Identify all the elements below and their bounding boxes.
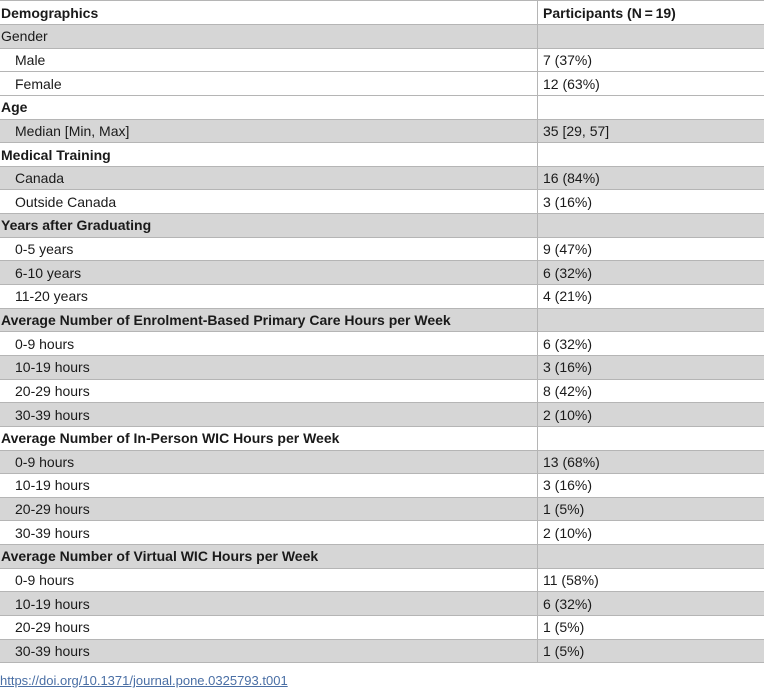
row-value: 3 (16%) [543, 359, 593, 376]
row-value: 12 (63%) [543, 75, 600, 92]
row-label: 6-10 years [0, 261, 538, 284]
section-row [0, 214, 764, 238]
row-label: 30-39 hours [0, 521, 538, 544]
row-label: 0-9 hours [0, 451, 538, 474]
table-row [0, 332, 764, 356]
section-row [0, 545, 764, 569]
row-label: 0-5 years [0, 238, 538, 261]
row-label: 0-9 hours [0, 332, 538, 355]
table-row [0, 356, 764, 380]
section-label: Average Number of In-Person WIC Hours per Week [0, 427, 538, 450]
row-value: 7 (37%) [543, 51, 593, 68]
row-label: 20-29 hours [0, 380, 538, 403]
table-row [0, 569, 764, 593]
row-label: Canada [0, 167, 538, 190]
row-label: 0-9 hours [0, 569, 538, 592]
row-label: Median [Min, Max] [0, 120, 538, 143]
section-label: Average Number of Enrolment-Based Primary Care Hours per Week [0, 309, 538, 332]
row-value: 8 (42%) [543, 382, 593, 399]
table-row [0, 640, 764, 664]
table-row [0, 238, 764, 262]
table-row [0, 380, 764, 404]
table-row [0, 498, 764, 522]
row-value [538, 96, 764, 119]
section-row [0, 143, 764, 167]
row-value: 1 (5%) [543, 619, 585, 636]
table-row [0, 403, 764, 427]
row-value [538, 143, 764, 166]
row-value: 1 (5%) [543, 642, 585, 659]
table-row [0, 49, 764, 73]
table-row [0, 167, 764, 191]
row-value: 2 (10%) [543, 524, 593, 541]
section-row [0, 96, 764, 120]
row-label: 10-19 hours [0, 356, 538, 379]
section-label: Age [0, 96, 538, 119]
row-label: 20-29 hours [0, 616, 538, 639]
row-label: 30-39 hours [0, 403, 538, 426]
row-label: 30-39 hours [0, 640, 538, 663]
row-label: 10-19 hours [0, 592, 538, 615]
row-value [538, 427, 764, 450]
table-row [0, 120, 764, 144]
row-value [538, 309, 764, 332]
table-row [0, 285, 764, 309]
row-value [538, 214, 764, 237]
row-value: 35 [29, 57] [543, 122, 610, 139]
table-row [0, 521, 764, 545]
table-row [0, 190, 764, 214]
table-row [0, 474, 764, 498]
section-row [0, 309, 764, 333]
table-header-row [0, 1, 764, 25]
row-label: Outside Canada [0, 190, 538, 213]
row-value: 11 (58%) [543, 572, 599, 589]
row-value: 6 (32%) [543, 335, 593, 352]
header-demographics: Demographics [0, 1, 538, 24]
section-label: Years after Graduating [0, 214, 538, 237]
row-label: Female [0, 72, 538, 95]
row-value: 4 (21%) [543, 288, 593, 305]
row-label: 20-29 hours [0, 498, 538, 521]
row-value: 16 (84%) [543, 170, 600, 187]
table-body [0, 25, 764, 663]
section-row [0, 25, 764, 49]
row-value [538, 25, 764, 48]
row-value: 3 (16%) [543, 193, 593, 210]
table-row [0, 72, 764, 96]
row-value: 2 (10%) [543, 406, 593, 423]
section-row [0, 427, 764, 451]
header-participants: Participants (N = 19) [543, 4, 676, 21]
section-label: Average Number of Virtual WIC Hours per Week [0, 545, 538, 568]
row-value: 6 (32%) [543, 595, 593, 612]
table-row [0, 261, 764, 285]
row-value: 9 (47%) [543, 241, 593, 258]
table-row [0, 616, 764, 640]
table-row [0, 592, 764, 616]
row-value: 3 (16%) [543, 477, 593, 494]
row-label: 11-20 years [0, 285, 538, 308]
row-value: 13 (68%) [543, 453, 600, 470]
row-label: 10-19 hours [0, 474, 538, 497]
table-row [0, 451, 764, 475]
doi-link[interactable]: https://doi.org/10.1371/journal.pone.0325793.t001 [0, 673, 288, 688]
row-value [538, 545, 764, 568]
section-label: Gender [0, 25, 538, 48]
row-label: Male [0, 49, 538, 72]
section-label: Medical Training [0, 143, 538, 166]
row-value: 1 (5%) [543, 501, 585, 518]
row-value: 6 (32%) [543, 264, 593, 281]
